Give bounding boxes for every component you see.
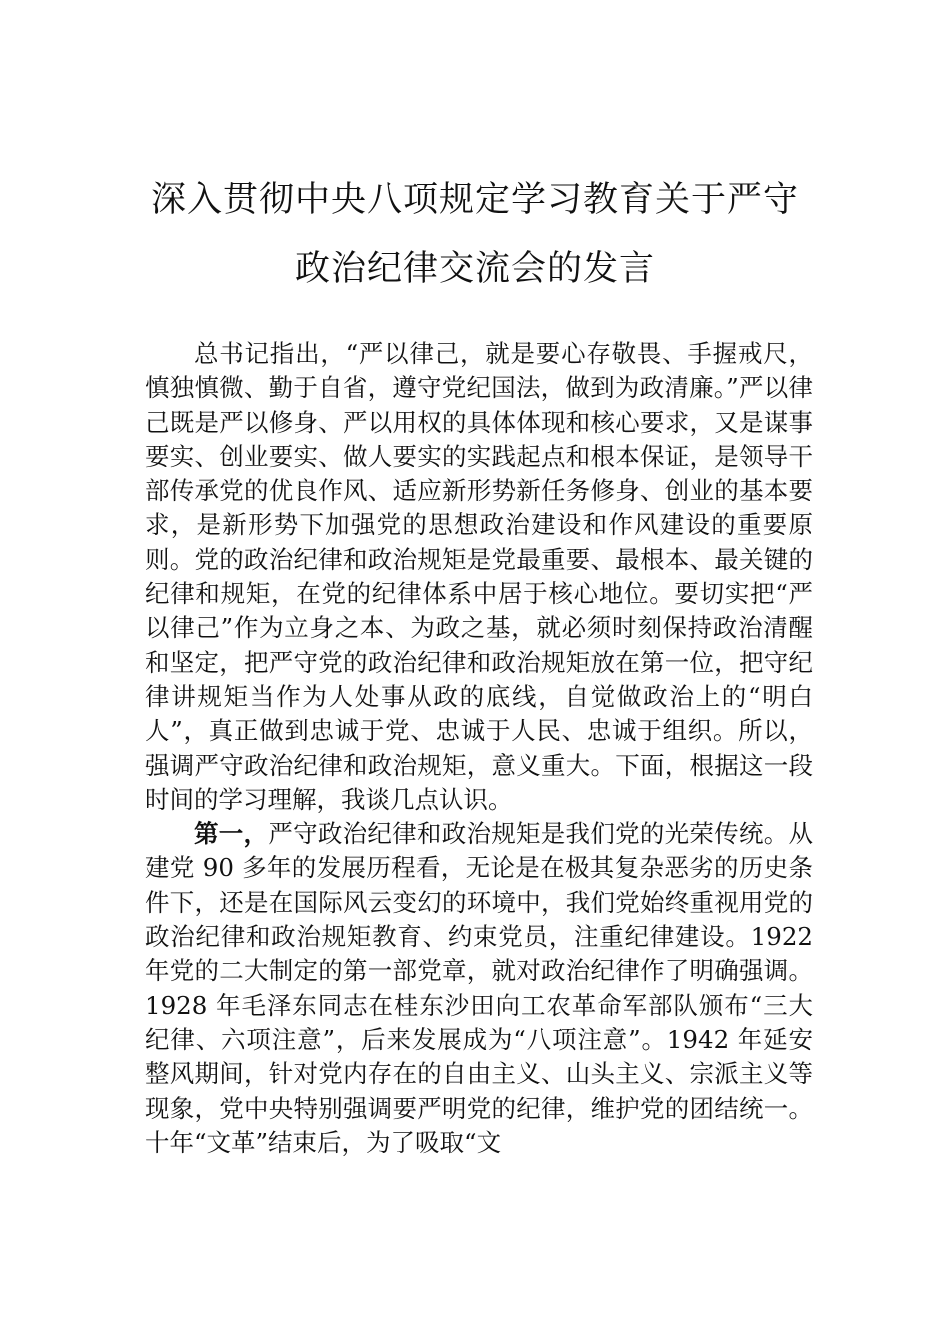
paragraph-intro [145, 337, 813, 817]
paragraph-first-point-text: 严守政治纪律和政治规矩是我们党的光荣传统。从建党 90 多年的发展历程看，无论是在极其复杂恶劣的历史条件下，还是在国际风云变幻的环境中，我们党始终重视用党的政治纪律和政治规矩教育、约束党员，注重纪律建设。1922 年党的二大制定的第一部党章，就对政治纪律作了明确强调。1928 年毛泽东同志在桂东沙田向工农革命军部队颁布“三大纪律、六项注意”，后来发展成为“八项注意”。1942 年延安整风期间，针对党内存在的自由主义、山头主义、宗派主义等现象，党中央特别强调要严明党的纪律，维护党的团结统一。十年“文革”结束后，为了吸取“文 [145, 819, 813, 1157]
paragraph-first-point [145, 817, 813, 1160]
document-title-line-1: 深入贯彻中央八项规定学习教育关于严守 [150, 180, 799, 220]
document-body [145, 337, 813, 1160]
paragraph-intro-text: 总书记指出，“严以律己，就是要心存敬畏、手握戒尺，慎独慎微、勤于自省，遵守党纪国法，做到为政清廉。”严以律己既是严以修身、严以用权的具体体现和核心要求，又是谋事要实、创业要实、做人要实的实践起点和根本保证，是领导干部传承党的优良作风、适应新形势新任务修身、创业的基本要求，是新形势下加强党的思想政治建设和作风建设的重要原则。党的政治纪律和政治规矩是党最重要、最根本、最关键的纪律和规矩，在党的纪律体系中居于核心地位。要切实把“严以律己”作为立身之本、为政之基，就必须时刻保持政治清醒和坚定，把严守党的政治纪律和政治规矩放在第一位，把守纪律讲规矩当作为人处事从政的底线，自觉做政治上的“明白人”，真正做到忠诚于党、忠诚于人民、忠诚于组织。所以，强调严守政治纪律和政治规矩，意义重大。下面，根据这一段时间的学习理解，我谈几点认识。 [145, 339, 813, 814]
document-title-line-2: 政治纪律交流会的发言 [294, 249, 655, 289]
paragraph-first-point-lead: 第一， [194, 819, 269, 849]
